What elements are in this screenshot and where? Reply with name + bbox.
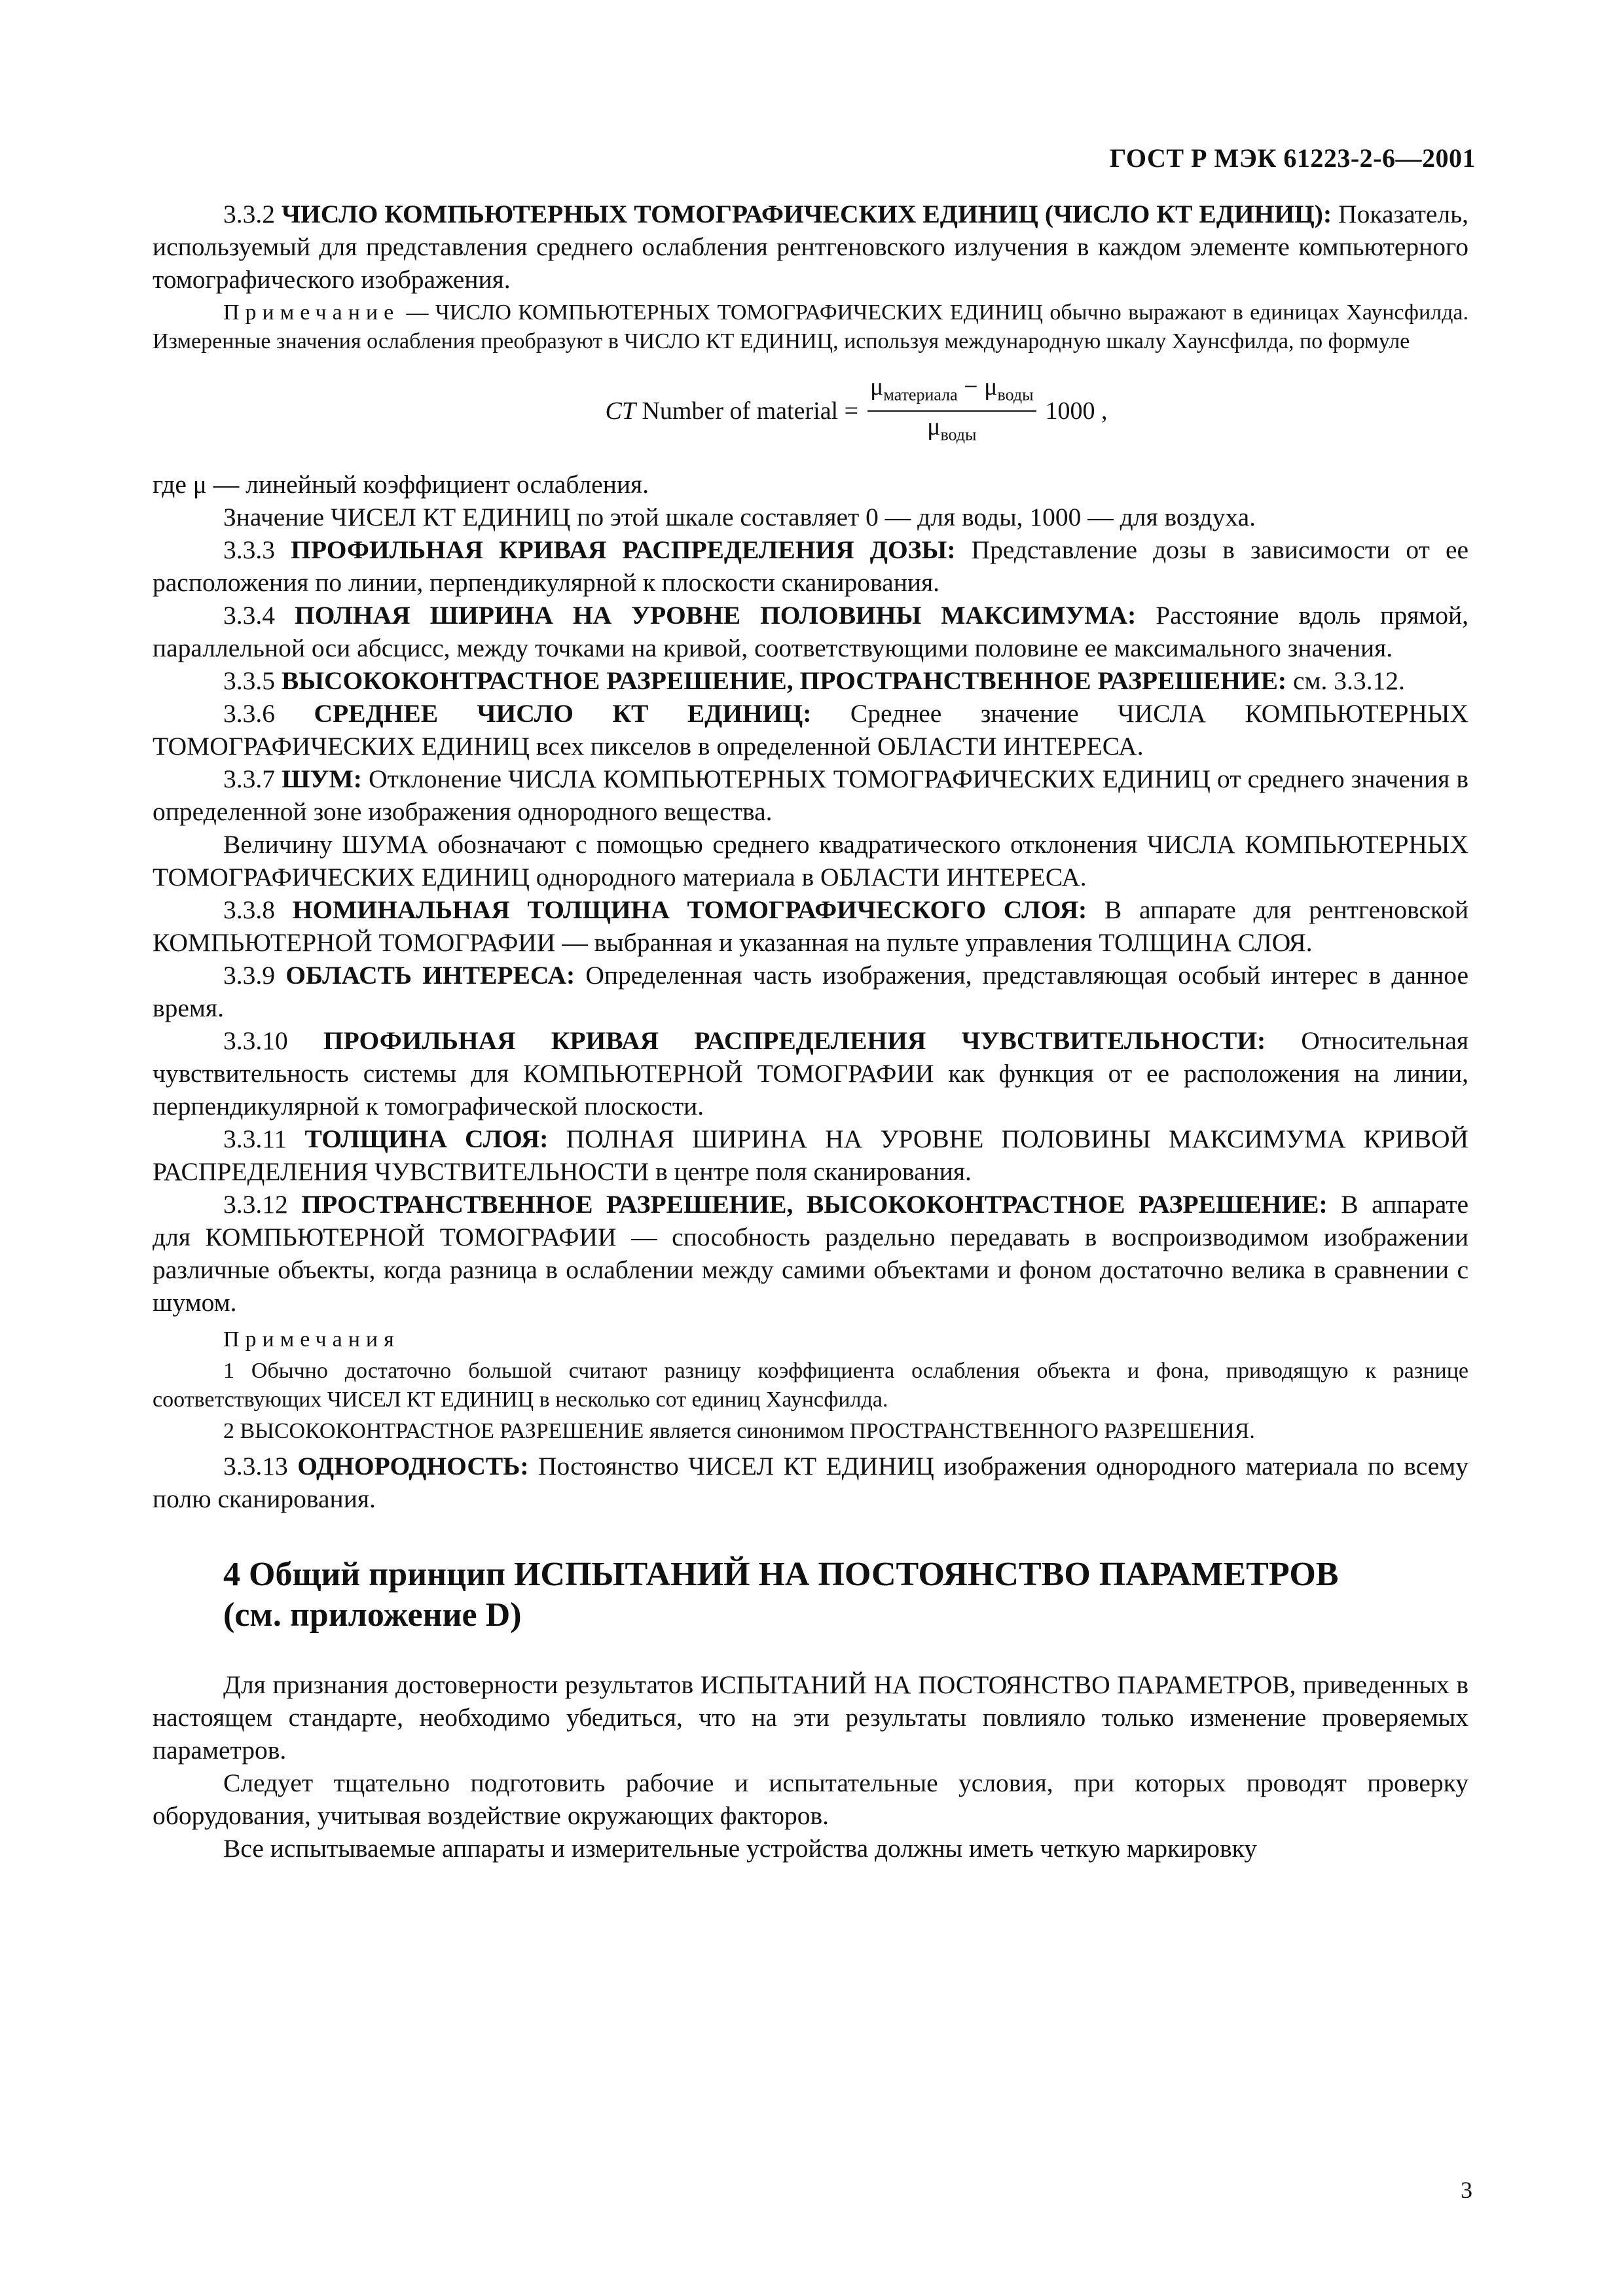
note-label: Примечание <box>223 300 400 325</box>
definition-3-3-3: 3.3.3 ПРОФИЛЬНАЯ КРИВАЯ РАСПРЕДЕЛЕНИЯ ДОЗЫ: Представление дозы в зависимости от ее расположения по линии, перпендикулярной к плоскости сканирования. <box>153 535 1469 598</box>
defined-term: ЧИСЛО КОМПЬЮТЕРНЫХ ТОМОГРАФИЧЕСКИХ ЕДИНИЦ (ЧИСЛО КТ ЕДИНИЦ): <box>282 200 1332 228</box>
definition-3-3-11: 3.3.11 ТОЛЩИНА СЛОЯ: ПОЛНАЯ ШИРИНА НА УРОВНЕ ПОЛОВИНЫ МАКСИМУМА КРИВОЙ РАСПРЕДЕЛЕНИЯ ЧУВСТВИТЕЛЬНОСТИ в центре поля сканирования. <box>153 1124 1469 1187</box>
section-4-title: 4 Общий принцип ИСПЫТАНИЙ НА ПОСТОЯНСТВО ПАРАМЕТРОВ <box>223 1556 1339 1594</box>
definition-3-3-9: 3.3.9 ОБЛАСТЬ ИНТЕРЕСА: Определенная часть изображения, представляющая особый интерес в данное время. <box>153 961 1469 1023</box>
formula-lhs: CT Number of material = <box>605 397 859 425</box>
definition-3-3-12: 3.3.12 ПРОСТРАНСТВЕННОЕ РАЗРЕШЕНИЕ, ВЫСОКОКОНТРАСТНОЕ РАЗРЕШЕНИЕ: В аппарате для КОМПЬЮТЕРНОЙ ТОМОГРАФИИ — способность раздельно передавать в воспроизводимом изображении различные объекты, когда разница в ослаблении между самими объектами и фоном достаточно велика в сравнении с шумом. <box>153 1190 1468 1318</box>
section-4-subtitle: (см. приложение D) <box>223 1596 522 1634</box>
definition-3-3-4: 3.3.4 ПОЛНАЯ ШИРИНА НА УРОВНЕ ПОЛОВИНЫ МАКСИМУМА: Расстояние вдоль прямой, параллельной оси абсцисс, между точками на кривой, соответствующими половине ее максимального значения. <box>153 601 1468 663</box>
definition-text: Показатель, используемый для представления среднего ослабления рентгеновского излучения в каждом элементе компьютерного томографического изображения. <box>153 200 1469 294</box>
definition-3-3-8: 3.3.8 НОМИНАЛЬНАЯ ТОЛЩИНА ТОМОГРАФИЧЕСКОГО СЛОЯ: В аппарате для рентгеновской КОМПЬЮТЕРНОЙ ТОМОГРАФИИ — выбранная и указанная на пульте управления ТОЛЩИНА СЛОЯ. <box>153 895 1468 958</box>
note-2: 2 ВЫСОКОКОНТРАСТНОЕ РАЗРЕШЕНИЕ является синонимом ПРОСТРАНСТВЕННОГО РАЗРЕШЕНИЯ. <box>223 1419 1255 1444</box>
note-text: — ЧИСЛО КОМПЬЮТЕРНЫХ ТОМОГРАФИЧЕСКИХ ЕДИНИЦ обычно выражают в единицах Хаунсфилда. Измеренные значения ослабления преобразуют в ЧИСЛО КТ ЕДИНИЦ, используя международную шкалу Хаунсфилда, по формуле <box>153 300 1468 353</box>
clause-number: 3.3.2 <box>223 200 275 228</box>
note-1: 1 Обычно достаточно большой считают разницу коэффициента ослабления объекта и фона, приводящую к разнице соответствующих ЧИСЕЛ КТ ЕДИНИЦ в несколько сот единиц Хаунсфилда. <box>153 1359 1468 1412</box>
definition-3-3-2 <box>153 198 1468 296</box>
notes-label: Примечания <box>223 1327 400 1352</box>
formula-ct-italic: CT <box>605 397 636 425</box>
definition-3-3-10: 3.3.10 ПРОФИЛЬНАЯ КРИВАЯ РАСПРЕДЕЛЕНИЯ ЧУВСТВИТЕЛЬНОСТИ: Относительная чувствительность системы для КОМПЬЮТЕРНОЙ ТОМОГРАФИИ как функция от ее расположения на линии, перпендикулярной к томографической плоскости. <box>153 1026 1469 1121</box>
definition-3-3-13: 3.3.13 ОДНОРОДНОСТЬ: Постоянство ЧИСЕЛ КТ ЕДИНИЦ изображения однородного материала по всему полю сканирования. <box>153 1452 1469 1514</box>
page-number: 3 <box>1461 2177 1472 2203</box>
noise-description: Величину ШУМА обозначают с помощью среднего квадратического отклонения ЧИСЛА КОМПЬЮТЕРНЫХ ТОМОГРАФИЧЕСКИХ ЕДИНИЦ однородного материала в ОБЛАСТИ ИНТЕРЕСА. <box>153 830 1468 892</box>
formula-fraction <box>867 373 1036 448</box>
definition-3-3-5: 3.3.5 ВЫСОКОКОНТРАСТНОЕ РАЗРЕШЕНИЕ, ПРОСТРАНСТВЕННОЕ РАЗРЕШЕНИЕ: см. 3.3.12. <box>223 666 1405 696</box>
definition-3-3-6: 3.3.6 СРЕДНЕЕ ЧИСЛО КТ ЕДИНИЦ: Среднее значение ЧИСЛА КОМПЬЮТЕРНЫХ ТОМОГРАФИЧЕСКИХ ЕДИНИЦ всех пикселов в определенной ОБЛАСТИ ИНТЕРЕСА. <box>153 699 1469 761</box>
note-formula <box>153 298 1468 356</box>
formula-factor: 1000 , <box>1045 397 1108 425</box>
formula-denominator: $\mu_{воды}$ <box>927 412 977 444</box>
page-body <box>153 198 1468 1865</box>
formula-where: где μ — линейный коэффициент ослабления. <box>153 470 649 499</box>
section-4-paragraph-3: Все испытываемые аппараты и измерительные устройства должны иметь четкую маркировку <box>223 1834 1258 1863</box>
hounsfield-scale-text: Значение ЧИСЕЛ КТ ЕДИНИЦ по этой шкале составляет 0 — для воды, 1000 — для воздуха. <box>223 503 1256 532</box>
document-code-header: ГОСТ Р МЭК 61223-2-6—2001 <box>1109 143 1476 173</box>
definition-3-3-7: 3.3.7 ШУМ: Отклонение ЧИСЛА КОМПЬЮТЕРНЫХ ТОМОГРАФИЧЕСКИХ ЕДИНИЦ от среднего значения в определенной зоне изображения однородного вещества. <box>153 764 1469 827</box>
section-4-paragraph-1: Для признания достоверности результатов ИСПЫТАНИЙ НА ПОСТОЯНСТВО ПАРАМЕТРОВ, приведенных в настоящем стандарте, необходимо убедиться, что на эти результаты повлияло только изменение проверяемых параметров. <box>153 1670 1468 1765</box>
section-4-heading <box>153 1554 1468 1636</box>
ct-number-formula <box>153 373 1468 448</box>
formula-numerator: $\mu_{материала} - \mu_{воды}$ <box>867 373 1036 412</box>
section-4-paragraph-2: Следует тщательно подготовить рабочие и испытательные условия, при которых проводят проверку оборудования, учитывая воздействие окружающих факторов. <box>153 1768 1468 1831</box>
